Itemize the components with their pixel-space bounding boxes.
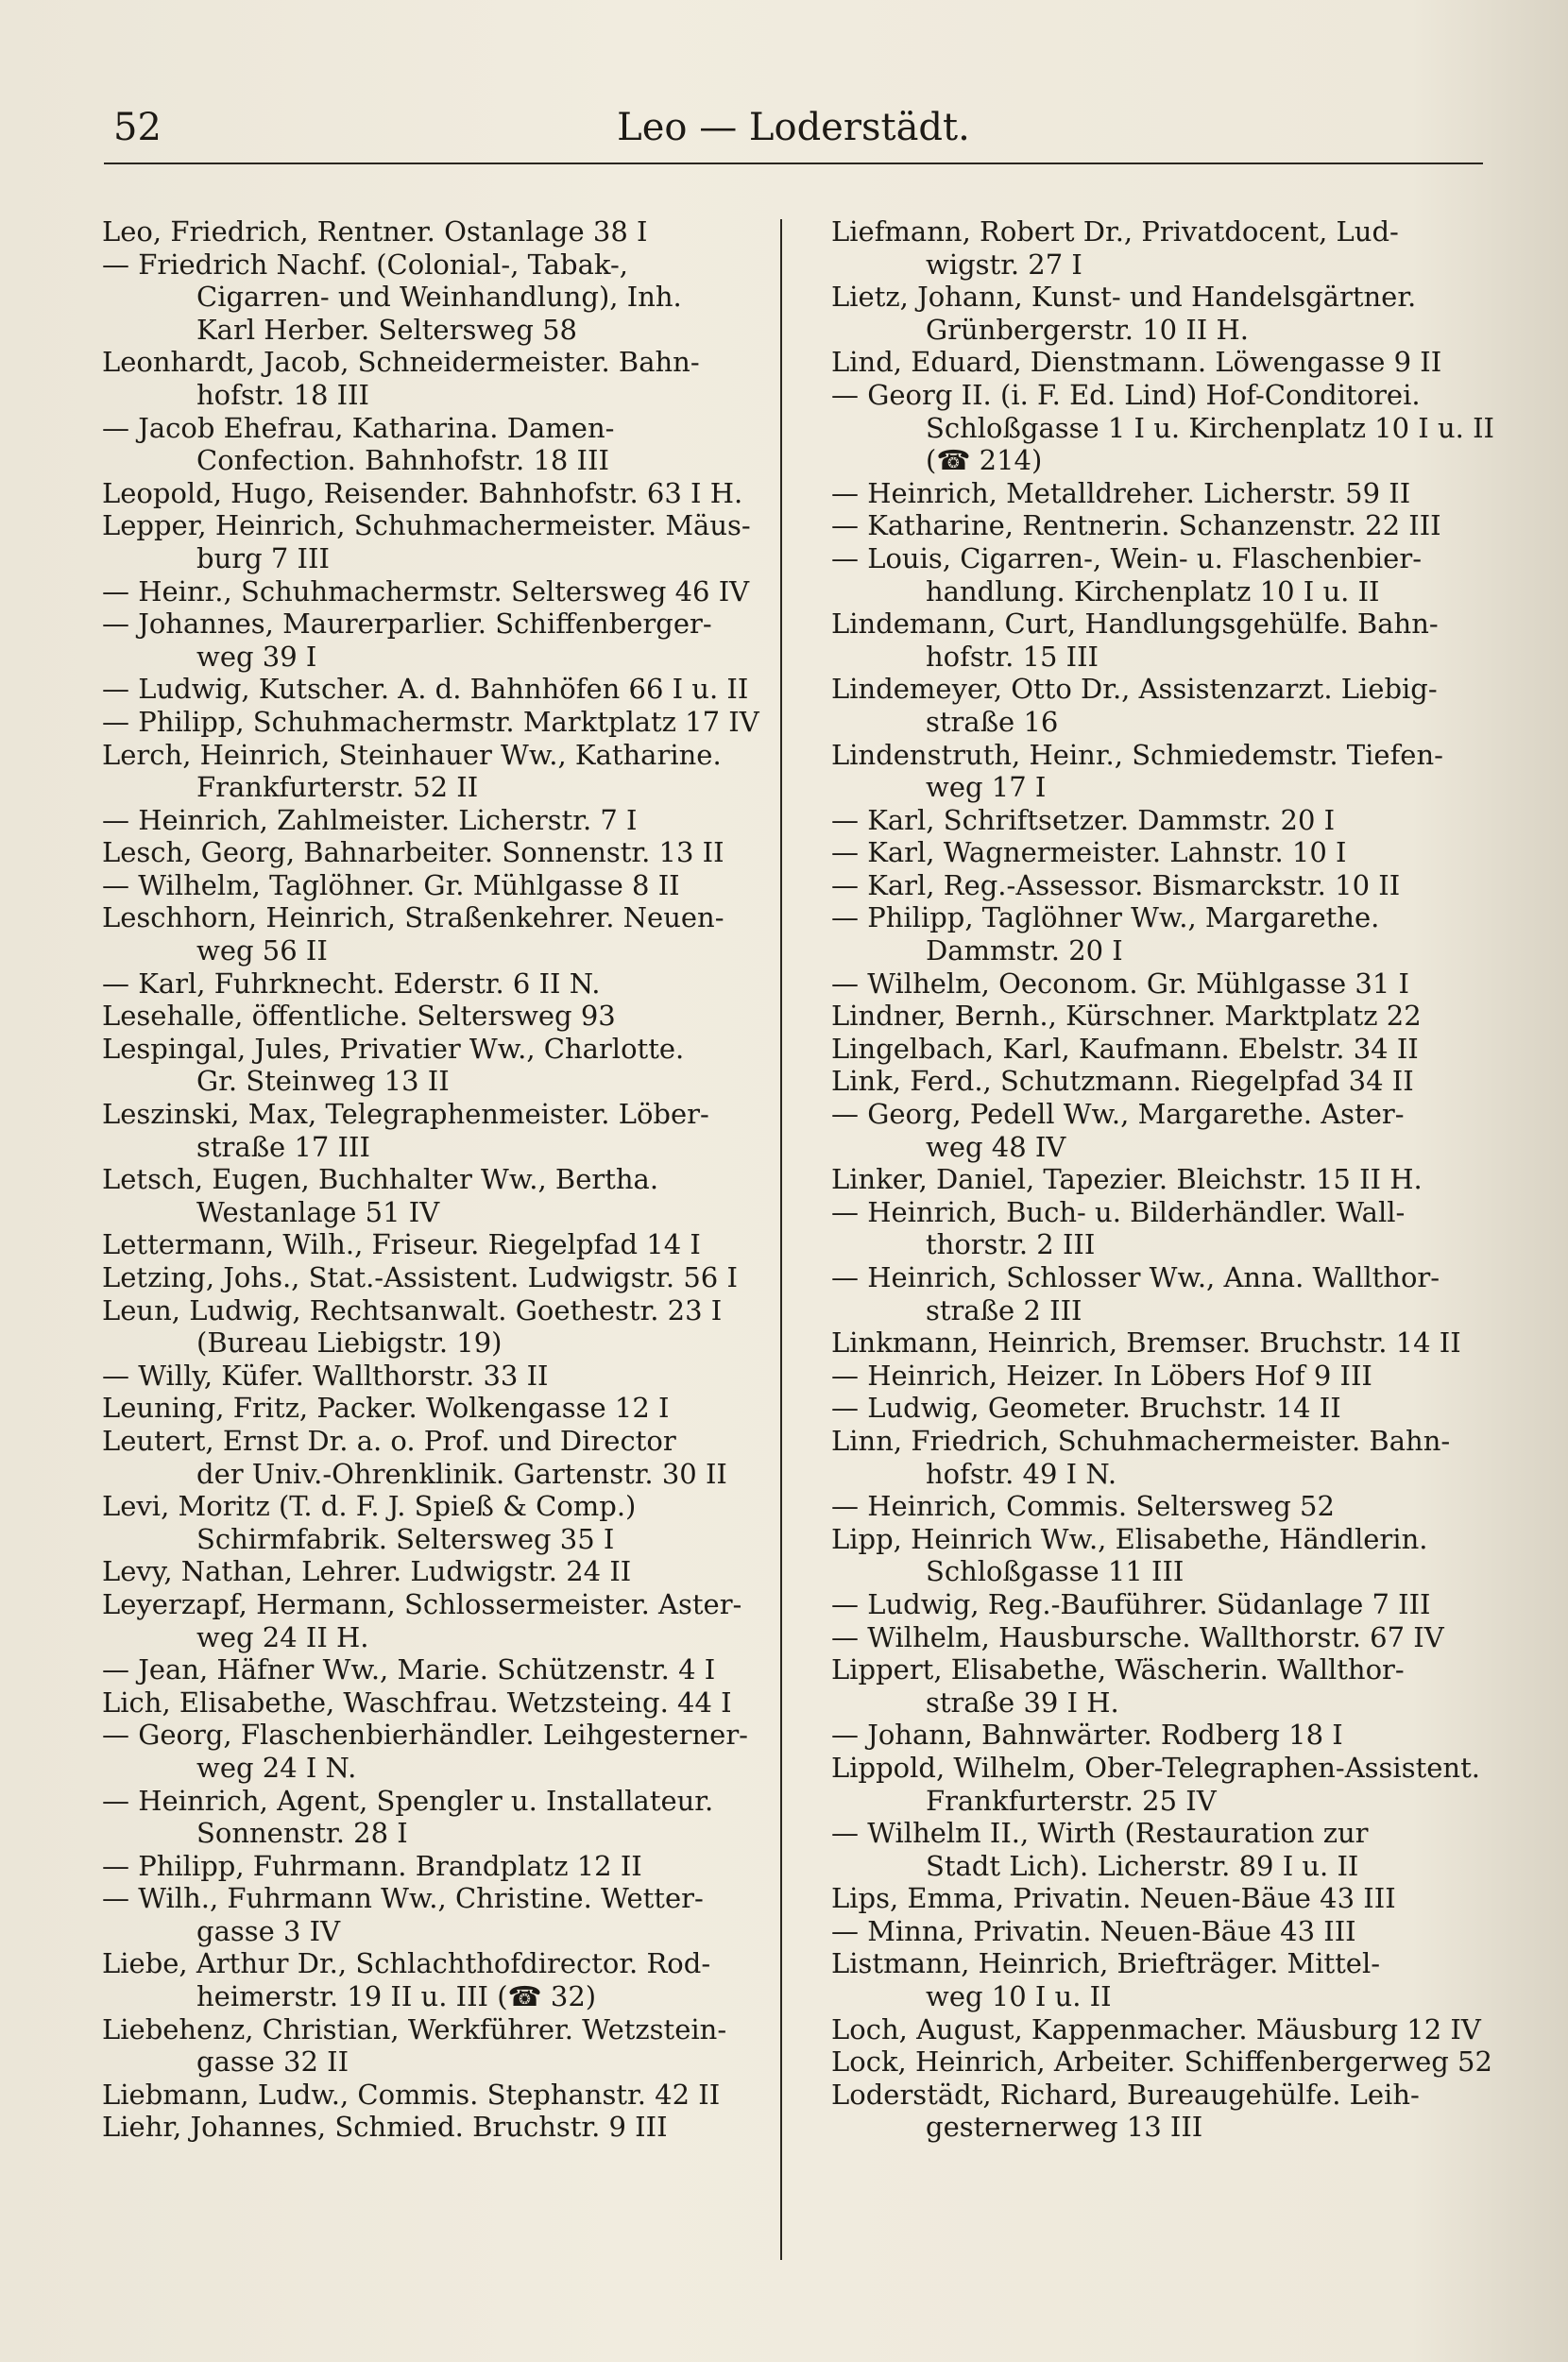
- entry-line: Lindenstruth, Heinr., Schmiedemstr. Tiefen-: [831, 738, 1443, 771]
- entry-line: Liehr, Johannes, Schmied. Bruchstr. 9 III: [102, 2111, 668, 2144]
- directory-entry: [831, 281, 1508, 346]
- left-column: [102, 215, 763, 2144]
- directory-entry: [102, 1785, 763, 1850]
- directory-entry: [831, 1065, 1508, 1098]
- entry-line: — Karl, Fuhrknecht. Ederstr. 6 II N.: [102, 967, 601, 1000]
- entry-line: Lettermann, Wilh., Friseur. Riegelpfad 14 I: [102, 1228, 701, 1261]
- entry-line: — Ludwig, Geometer. Bruchstr. 14 II: [831, 1392, 1341, 1425]
- directory-entry: [102, 412, 763, 477]
- entry-line: Lock, Heinrich, Arbeiter. Schiffenbergerweg 52: [831, 2045, 1492, 2079]
- entry-continuation: Karl Herber. Seltersweg 58: [196, 313, 577, 346]
- directory-entry: [102, 804, 763, 837]
- directory-entry: [831, 1326, 1508, 1360]
- entry-continuation: burg 7 III: [196, 541, 330, 574]
- directory-entry: [831, 1098, 1508, 1163]
- entry-line: — Heinrich, Heizer. In Löbers Hof 9 III: [831, 1359, 1372, 1392]
- entry-continuation: Stadt Lich). Licherstr. 89 I u. II: [926, 1849, 1359, 1882]
- entry-line: Lind, Eduard, Dienstmann. Löwengasse 9 II: [831, 346, 1442, 379]
- directory-entry: [102, 1555, 763, 1588]
- entry-continuation: Schirmfabrik. Seltersweg 35 I: [196, 1522, 615, 1555]
- entry-line: — Wilh., Fuhrmann Ww., Christine. Wetter-: [102, 1882, 704, 1915]
- entry-continuation: straße 16: [926, 705, 1059, 738]
- entry-continuation: weg 24 II H.: [196, 1620, 369, 1653]
- entry-line: Lippold, Wilhelm, Ober-Telegraphen-Assistent.: [831, 1751, 1480, 1784]
- directory-entry: [831, 1752, 1508, 1817]
- entry-continuation: Gr. Steinweg 13 II: [196, 1065, 450, 1098]
- entry-line: — Johann, Bahnwärter. Rodberg 18 I: [831, 1719, 1343, 1752]
- directory-entry: [102, 836, 763, 869]
- entry-line: — Philipp, Schuhmachermstr. Marktplatz 17 IV: [102, 705, 759, 738]
- directory-entry: [102, 477, 763, 510]
- directory-entry: [102, 1686, 763, 1720]
- directory-entry: [831, 1817, 1508, 1882]
- directory-entry: [102, 1947, 763, 2012]
- directory-entry: [102, 1882, 763, 1947]
- directory-entry: [102, 739, 763, 804]
- directory-entry: [831, 967, 1508, 1001]
- entry-line: — Heinrich, Commis. Seltersweg 52: [831, 1490, 1335, 1523]
- directory-entry: [102, 967, 763, 1001]
- directory-entry: [831, 673, 1508, 738]
- entry-line: Linn, Friedrich, Schuhmachermeister. Bahn-: [831, 1424, 1451, 1457]
- entry-continuation: straße 17 III: [196, 1130, 370, 1163]
- entry-line: — Karl, Reg.-Assessor. Bismarckstr. 10 II: [831, 868, 1401, 901]
- directory-entry: [102, 673, 763, 706]
- entry-continuation: wigstr. 27 I: [926, 248, 1082, 281]
- entry-line: Lich, Elisabethe, Waschfrau. Wetzsteing. 44 I: [102, 1686, 732, 1719]
- entry-line: Lindner, Bernh., Kürschner. Marktplatz 22: [831, 1000, 1422, 1033]
- entry-line: Leszinski, Max, Telegraphenmeister. Löber-: [102, 1098, 709, 1131]
- entry-line: Linker, Daniel, Tapezier. Bleichstr. 15 II H.: [831, 1163, 1423, 1196]
- entry-line: — Heinrich, Buch- u. Bilderhändler. Wall-: [831, 1195, 1406, 1228]
- entry-line: Liebehenz, Christian, Werkführer. Wetzstein-: [102, 2012, 727, 2045]
- column-divider: [780, 219, 782, 2260]
- directory-entry: [831, 346, 1508, 379]
- entry-line: Linkmann, Heinrich, Bremser. Bruchstr. 14 II: [831, 1326, 1461, 1360]
- page-header: [104, 106, 1483, 163]
- directory-entry: [102, 706, 763, 739]
- entry-continuation: thorstr. 2 III: [926, 1228, 1096, 1261]
- entry-line: — Johannes, Maurerparlier. Schiffenberger-: [102, 608, 712, 641]
- directory-entry: [102, 1719, 763, 1784]
- directory-entry: [831, 215, 1508, 281]
- directory-entry: [102, 248, 763, 347]
- entry-line: Liefmann, Robert Dr., Privatdocent, Lud-: [831, 215, 1399, 248]
- entry-continuation: gesternerweg 13 III: [926, 2111, 1203, 2144]
- directory-entry: [831, 2045, 1508, 2079]
- directory-entry: [102, 1392, 763, 1425]
- entry-continuation: Schloßgasse 11 III: [926, 1555, 1185, 1588]
- directory-entry: [831, 477, 1508, 510]
- entry-line: Loderstädt, Richard, Bureaugehülfe. Leih-: [831, 2078, 1420, 2111]
- directory-entry: [831, 542, 1508, 608]
- entry-line: Listmann, Heinrich, Briefträger. Mittel-: [831, 1947, 1381, 1980]
- entry-line: Leopold, Hugo, Reisender. Bahnhofstr. 63 I H.: [102, 476, 743, 509]
- directory-entry: [831, 1490, 1508, 1523]
- entry-line: — Wilhelm, Oeconom. Gr. Mühlgasse 31 I: [831, 967, 1410, 1000]
- directory-entry: [102, 1653, 763, 1686]
- directory-entry: [831, 1882, 1508, 1915]
- directory-entry: [102, 346, 763, 411]
- directory-entry: [831, 1163, 1508, 1196]
- page-number: 52: [113, 106, 162, 149]
- directory-entry: [102, 869, 763, 902]
- directory-entry: [831, 1947, 1508, 2012]
- entry-line: — Philipp, Taglöhner Ww., Margarethe.: [831, 901, 1380, 934]
- entry-continuation: Grünbergerstr. 10 II H.: [926, 313, 1249, 346]
- directory-entry: [831, 509, 1508, 542]
- entry-line: Leun, Ludwig, Rechtsanwalt. Goethestr. 23 I: [102, 1293, 723, 1326]
- entry-line: Lipp, Heinrich Ww., Elisabethe, Händlerin.: [831, 1522, 1428, 1555]
- entry-line: — Wilhelm, Taglöhner. Gr. Mühlgasse 8 II: [102, 868, 680, 901]
- entry-line: Lesehalle, öffentliche. Seltersweg 93: [102, 1000, 616, 1033]
- entry-line: Letzing, Johs., Stat.-Assistent. Ludwigstr. 56 I: [102, 1261, 738, 1293]
- entry-line: Lietz, Johann, Kunst- und Handelsgärtner.: [831, 281, 1417, 314]
- entry-continuation: straße 2 III: [926, 1293, 1082, 1326]
- directory-entry: [102, 1163, 763, 1228]
- directory-entry: [102, 575, 763, 608]
- directory-entry: [831, 1425, 1508, 1490]
- running-head: Leo — Loderstädt.: [617, 106, 970, 149]
- entry-line: — Heinrich, Schlosser Ww., Anna. Wallthor-: [831, 1261, 1440, 1293]
- entry-line: — Katharine, Rentnerin. Schanzenstr. 22 III: [831, 509, 1441, 542]
- entry-continuation: Westanlage 51 IV: [196, 1195, 440, 1228]
- directory-entry: [831, 1621, 1508, 1654]
- right-column: [831, 215, 1508, 2144]
- entry-line: Lesch, Georg, Bahnarbeiter. Sonnenstr. 13 II: [102, 836, 724, 869]
- entry-line: Link, Ferd., Schutzmann. Riegelpfad 34 II: [831, 1065, 1414, 1098]
- entry-line: — Heinrich, Agent, Spengler u. Installateur.: [102, 1784, 714, 1817]
- entry-line: — Louis, Cigarren-, Wein- u. Flaschenbier-: [831, 541, 1423, 574]
- directory-entry: [831, 1033, 1508, 1066]
- entry-line: — Heinrich, Metalldreher. Licherstr. 59 II: [831, 476, 1411, 509]
- header-rule: [104, 163, 1483, 164]
- directory-entry: [831, 1392, 1508, 1425]
- entry-continuation: gasse 3 IV: [196, 1914, 341, 1947]
- entry-line: Leo, Friedrich, Rentner. Ostanlage 38 I: [102, 215, 648, 248]
- entry-continuation: Frankfurterstr. 25 IV: [926, 1784, 1217, 1817]
- entry-continuation: handlung. Kirchenplatz 10 I u. II: [926, 574, 1380, 608]
- directory-entry: [831, 1000, 1508, 1033]
- entry-line: Lespingal, Jules, Privatier Ww., Charlotte.: [102, 1032, 685, 1065]
- entry-continuation: hofstr. 18 III: [196, 378, 370, 411]
- directory-entry: [102, 1490, 763, 1555]
- entry-continuation: der Univ.-Ohrenklinik. Gartenstr. 30 II: [196, 1457, 727, 1490]
- entry-continuation: weg 39 I: [196, 640, 317, 673]
- directory-entry: [102, 215, 763, 248]
- directory-entry: [831, 2013, 1508, 2046]
- directory-entry: [831, 869, 1508, 902]
- entry-continuation: weg 56 II: [196, 934, 328, 967]
- entry-continuation: (Bureau Liebigstr. 19): [196, 1326, 503, 1360]
- entry-line: — Ludwig, Kutscher. A. d. Bahnhöfen 66 I u. II: [102, 673, 749, 706]
- directory-entry: [831, 804, 1508, 837]
- entry-line: Liebe, Arthur Dr., Schlachthofdirector. Rod-: [102, 1947, 711, 1980]
- entry-line: — Georg, Flaschenbierhändler. Leihgesterner-: [102, 1719, 748, 1752]
- entry-continuation: Confection. Bahnhofstr. 18 III: [196, 444, 609, 477]
- entry-line: — Ludwig, Reg.-Bauführer. Südanlage 7 III: [831, 1587, 1431, 1620]
- directory-entry: [831, 1360, 1508, 1393]
- directory-entry: [831, 1523, 1508, 1588]
- directory-entry: [102, 1588, 763, 1653]
- entry-continuation: Dammstr. 20 I: [926, 934, 1123, 967]
- entry-line: Lepper, Heinrich, Schuhmachermeister. Mäus-: [102, 509, 751, 542]
- directory-entry: [102, 1294, 763, 1360]
- entry-line: Leschhorn, Heinrich, Straßenkehrer. Neuen-: [102, 901, 724, 934]
- entry-continuation: weg 17 I: [926, 771, 1047, 804]
- directory-entry: [102, 901, 763, 967]
- entry-line: — Georg, Pedell Ww., Margarethe. Aster-: [831, 1098, 1405, 1131]
- entry-continuation: hofstr. 49 I N.: [926, 1457, 1117, 1490]
- directory-entry: [102, 1261, 763, 1294]
- directory-entry: [102, 1425, 763, 1490]
- entry-line: — Minna, Privatin. Neuen-Bäue 43 III: [831, 1914, 1356, 1947]
- entry-continuation: weg 48 IV: [926, 1130, 1066, 1163]
- entry-line: — Karl, Wagnermeister. Lahnstr. 10 I: [831, 836, 1347, 869]
- entry-line: Levy, Nathan, Lehrer. Ludwigstr. 24 II: [102, 1555, 632, 1588]
- entry-line: Lindemeyer, Otto Dr., Assistenzarzt. Liebig-: [831, 673, 1438, 706]
- entry-line: — Wilhelm, Hausbursche. Wallthorstr. 67 IV: [831, 1620, 1444, 1653]
- entry-continuation: gasse 32 II: [196, 2045, 349, 2079]
- entry-line: — Friedrich Nachf. (Colonial-, Tabak-,: [102, 248, 628, 281]
- directory-entry: [102, 608, 763, 673]
- entry-continuation: (☎ 214): [926, 444, 1043, 477]
- directory-entry: [102, 1033, 763, 1098]
- entry-line: — Wilhelm II., Wirth (Restauration zur: [831, 1817, 1369, 1850]
- entry-line: Leutert, Ernst Dr. a. o. Prof. und Director: [102, 1424, 676, 1457]
- entry-line: Lips, Emma, Privatin. Neuen-Bäue 43 III: [831, 1882, 1396, 1915]
- entry-line: — Philipp, Fuhrmann. Brandplatz 12 II: [102, 1849, 642, 1882]
- entry-line: Lippert, Elisabethe, Wäscherin. Wallthor-: [831, 1653, 1405, 1686]
- entry-line: Lerch, Heinrich, Steinhauer Ww., Katharine.: [102, 738, 722, 771]
- directory-entry: [831, 1653, 1508, 1719]
- entry-continuation: Frankfurterstr. 52 II: [196, 771, 479, 804]
- entry-line: Loch, August, Kappenmacher. Mäusburg 12 IV: [831, 2012, 1481, 2045]
- entry-line: — Willy, Küfer. Wallthorstr. 33 II: [102, 1359, 549, 1392]
- entry-line: Lindemann, Curt, Handlungsgehülfe. Bahn-: [831, 608, 1439, 641]
- entry-line: — Heinrich, Zahlmeister. Licherstr. 7 I: [102, 803, 638, 836]
- directory-entry: [831, 608, 1508, 673]
- entry-line: Leuning, Fritz, Packer. Wolkengasse 12 I: [102, 1392, 670, 1425]
- directory-entry: [831, 836, 1508, 869]
- directory-entry: [102, 1850, 763, 1883]
- entry-line: Liebmann, Ludw., Commis. Stephanstr. 42 II: [102, 2078, 721, 2111]
- entry-line: Levi, Moritz (T. d. F. J. Spieß & Comp.): [102, 1490, 637, 1523]
- entry-line: — Heinr., Schuhmachermstr. Seltersweg 46 IV: [102, 574, 750, 608]
- directory-entry: [102, 2079, 763, 2112]
- entry-continuation: Schloßgasse 1 I u. Kirchenplatz 10 I u. II: [926, 411, 1495, 444]
- entry-continuation: heimerstr. 19 II u. III (☎ 32): [196, 1980, 597, 2013]
- directory-entry: [831, 2079, 1508, 2144]
- entry-continuation: weg 24 I N.: [196, 1751, 357, 1784]
- directory-entry: [102, 1360, 763, 1393]
- directory-entry: [831, 1261, 1508, 1326]
- entry-line: Letsch, Eugen, Buchhalter Ww., Bertha.: [102, 1163, 659, 1196]
- directory-entry: [831, 739, 1508, 804]
- entry-continuation: straße 39 I H.: [926, 1686, 1119, 1719]
- entry-line: Leyerzapf, Hermann, Schlossermeister. Aster-: [102, 1587, 742, 1620]
- directory-entry: [102, 2013, 763, 2079]
- entry-continuation: weg 10 I u. II: [926, 1980, 1112, 2013]
- entry-continuation: hofstr. 15 III: [926, 640, 1099, 673]
- entry-line: — Karl, Schriftsetzer. Dammstr. 20 I: [831, 803, 1336, 836]
- directory-entry: [831, 901, 1508, 967]
- directory-entry: [102, 1000, 763, 1033]
- entry-line: — Jean, Häfner Ww., Marie. Schützenstr. 4 I: [102, 1653, 716, 1686]
- directory-entry: [102, 2111, 763, 2144]
- directory-entry: [831, 1915, 1508, 1948]
- directory-entry: [831, 1196, 1508, 1261]
- directory-entry: [831, 1588, 1508, 1621]
- entry-continuation: Sonnenstr. 28 I: [196, 1817, 408, 1850]
- entry-continuation: Cigarren- und Weinhandlung), Inh.: [196, 281, 682, 314]
- entry-line: — Georg II. (i. F. Ed. Lind) Hof-Conditorei.: [831, 378, 1421, 411]
- entry-line: — Jacob Ehefrau, Katharina. Damen-: [102, 411, 615, 444]
- directory-entry: [831, 1719, 1508, 1752]
- directory-entry: [102, 1098, 763, 1163]
- directory-entry: [102, 1228, 763, 1261]
- entry-line: Leonhardt, Jacob, Schneidermeister. Bahn-: [102, 346, 700, 379]
- directory-entry: [831, 379, 1508, 477]
- directory-entry: [102, 509, 763, 574]
- entry-line: Lingelbach, Karl, Kaufmann. Ebelstr. 34 II: [831, 1032, 1419, 1065]
